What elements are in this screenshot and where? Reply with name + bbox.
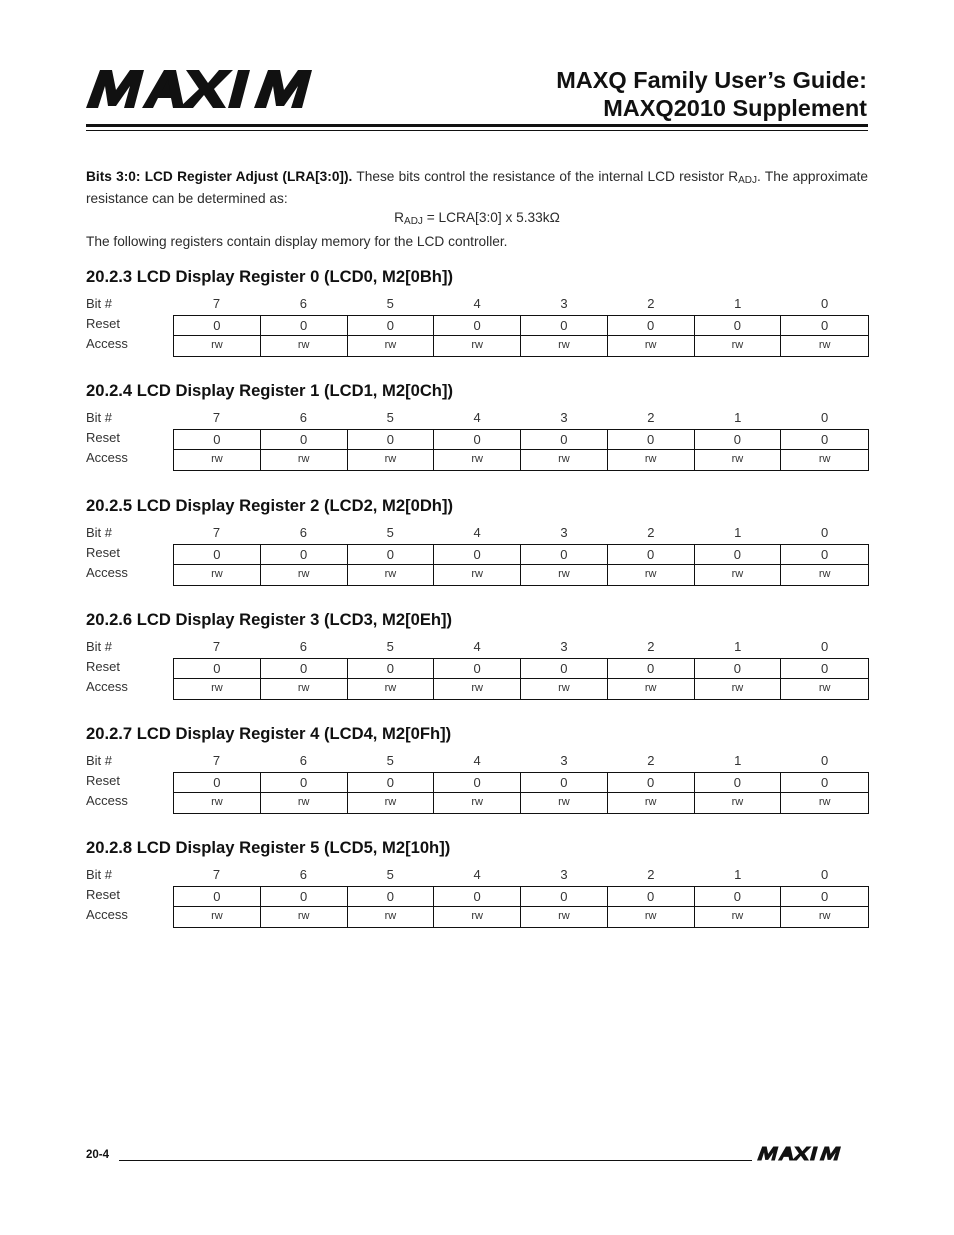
bit-number: 5 (386, 410, 394, 425)
access-cell: rw (608, 336, 695, 356)
access-cell: rw (818, 682, 831, 694)
access-cell: rw (818, 453, 831, 465)
title-line-1: MAXQ Family User’s Guide: (556, 67, 867, 93)
register-bit-table (86, 410, 868, 470)
maxim-logo (86, 70, 382, 108)
register-grid (173, 772, 869, 814)
access-cell: rw (261, 450, 348, 470)
access-cell: rw (521, 793, 608, 813)
reset-cell: 0 (261, 316, 348, 336)
bit-number: 6 (299, 639, 307, 654)
access-cell: rw (434, 679, 521, 699)
access-cell: rw (818, 339, 831, 351)
reset-cell: 0 (434, 773, 521, 793)
access-cell: rw (261, 565, 348, 585)
access-cell: rw (348, 793, 435, 813)
access-row-label: Access (86, 907, 128, 922)
reset-cell: 0 (695, 316, 782, 336)
bit-number: 7 (212, 525, 221, 540)
register-section (86, 723, 868, 813)
bit-number: 2 (647, 410, 655, 425)
bit-number: 0 (820, 410, 829, 425)
reset-cell: 0 (695, 545, 782, 565)
bit-row-label: Bit # (86, 525, 113, 540)
register-grid (173, 315, 869, 357)
reset-cell: 0 (348, 659, 435, 679)
reset-cell: 0 (781, 316, 868, 336)
access-cell: rw (348, 336, 435, 356)
reset-row-label: Reset (86, 887, 120, 902)
register-section (86, 837, 868, 927)
register-section (86, 609, 868, 699)
bit-number: 7 (212, 867, 221, 882)
access-cell: rw (608, 679, 695, 699)
reset-cell: 0 (695, 773, 782, 793)
reset-cell: 0 (695, 887, 782, 907)
reset-cell: 0 (261, 430, 348, 450)
reset-cell: 0 (521, 430, 608, 450)
reset-cell: 0 (521, 659, 608, 679)
bit-row-label: Bit # (86, 639, 113, 654)
reset-cell: 0 (608, 316, 695, 336)
reset-cell: 0 (695, 430, 782, 450)
reset-row-label: Reset (86, 659, 120, 674)
reset-cell: 0 (174, 659, 261, 679)
bit-number: 6 (299, 753, 307, 768)
reset-cell: 0 (174, 887, 261, 907)
bit-number: 6 (299, 525, 307, 540)
access-cell: rw (521, 565, 608, 585)
bit-number: 4 (473, 867, 481, 882)
reset-cell: 0 (261, 659, 348, 679)
reset-cell: 0 (521, 773, 608, 793)
access-cell: rw (521, 679, 608, 699)
bit-number: 4 (473, 639, 481, 654)
bit-row-label: Bit # (86, 753, 113, 768)
bit-number: 3 (560, 296, 568, 311)
access-row-label: Access (86, 793, 128, 808)
bit-number: 4 (473, 410, 481, 425)
reset-cell: 0 (434, 545, 521, 565)
display-memory-note: The following registers contain display memory for the LCD controller. (86, 234, 508, 249)
formula-rhs: = LCRA[3:0] x 5.33kΩ (422, 210, 560, 225)
bit-number: 7 (212, 753, 221, 768)
access-cell: rw (818, 568, 831, 580)
access-cell: rw (818, 910, 831, 922)
register-grid (173, 886, 869, 928)
access-cell: rw (434, 565, 521, 585)
register-bit-table (86, 525, 868, 585)
bit-number: 3 (560, 867, 568, 882)
bit-number: 7 (212, 296, 221, 311)
access-cell: rw (695, 793, 782, 813)
bit-numbers (173, 867, 868, 885)
access-cell: rw (434, 793, 521, 813)
reset-cell: 0 (781, 430, 868, 450)
reset-cell: 0 (608, 773, 695, 793)
access-cell: rw (174, 907, 261, 927)
section-heading: 20.2.4 LCD Display Register 1 (LCD1, M2[0Ch]) (86, 381, 453, 400)
reset-cell: 0 (174, 316, 261, 336)
access-cell: rw (261, 793, 348, 813)
maxim-footer-logo (757, 1146, 867, 1161)
reset-row-label: Reset (86, 773, 120, 788)
bit-row-label: Bit # (86, 410, 113, 425)
bit-number: 0 (820, 296, 829, 311)
access-cell: rw (695, 565, 782, 585)
bit-number: 5 (386, 753, 394, 768)
reset-cell: 0 (608, 887, 695, 907)
bit-number: 2 (647, 296, 655, 311)
reset-cell: 0 (781, 659, 868, 679)
bit-number: 2 (647, 753, 655, 768)
bit-number: 2 (647, 525, 655, 540)
bit-number: 0 (820, 639, 829, 654)
header-rule-thin (86, 130, 868, 131)
access-cell: rw (348, 679, 435, 699)
bit-row-label: Bit # (86, 296, 113, 311)
reset-cell: 0 (434, 430, 521, 450)
access-cell: rw (695, 336, 782, 356)
bit-number: 2 (647, 639, 655, 654)
register-section (86, 266, 868, 356)
bit-number: 1 (734, 525, 742, 540)
reset-cell: 0 (348, 887, 435, 907)
bit-number: 0 (820, 525, 829, 540)
reset-row-label: Reset (86, 316, 120, 331)
reset-cell: 0 (608, 430, 695, 450)
title-line-2: MAXQ2010 Supplement (603, 95, 867, 121)
bit-number: 1 (734, 753, 742, 768)
register-grid (173, 544, 869, 586)
access-cell: rw (348, 450, 435, 470)
register-grid (173, 429, 869, 471)
access-cell: rw (434, 336, 521, 356)
bit-number: 0 (820, 753, 829, 768)
bit-number: 7 (212, 410, 221, 425)
access-cell: rw (818, 796, 831, 808)
bit-number: 4 (473, 296, 481, 311)
formula-lhs-sub: ADJ (404, 216, 423, 227)
bit-numbers (173, 410, 868, 428)
section-heading: 20.2.3 LCD Display Register 0 (LCD0, M2[0Bh]) (86, 267, 453, 286)
document-title (556, 66, 867, 122)
bit-number: 5 (386, 296, 394, 311)
access-cell: rw (608, 565, 695, 585)
bit-number: 3 (560, 410, 568, 425)
bit-number: 7 (212, 639, 221, 654)
access-row-label: Access (86, 450, 128, 465)
reset-cell: 0 (348, 545, 435, 565)
bit-number: 6 (299, 867, 307, 882)
access-row-label: Access (86, 565, 128, 580)
bit-number: 1 (734, 639, 742, 654)
reset-cell: 0 (781, 887, 868, 907)
reset-row-label: Reset (86, 430, 120, 445)
reset-cell: 0 (781, 545, 868, 565)
bit-number: 0 (820, 867, 829, 882)
reset-cell: 0 (174, 430, 261, 450)
reset-cell: 0 (608, 545, 695, 565)
register-section (86, 495, 868, 585)
bit-numbers (173, 639, 868, 657)
access-cell: rw (521, 450, 608, 470)
access-cell: rw (434, 907, 521, 927)
reset-cell: 0 (434, 316, 521, 336)
access-cell: rw (261, 679, 348, 699)
reset-cell: 0 (521, 545, 608, 565)
reset-cell: 0 (521, 316, 608, 336)
access-cell: rw (261, 907, 348, 927)
access-cell: rw (521, 336, 608, 356)
lra-text-post: . The approximate resistance can be determined as: (86, 169, 869, 206)
access-cell: rw (174, 450, 261, 470)
bit-number: 4 (473, 753, 481, 768)
bit-number: 5 (386, 639, 394, 654)
header-rule-thick (86, 124, 868, 127)
bit-number: 1 (734, 867, 742, 882)
reset-cell: 0 (434, 659, 521, 679)
page-number: 20-4 (86, 1149, 110, 1161)
register-bit-table (86, 639, 868, 699)
bit-row-label: Bit # (86, 867, 113, 882)
register-bit-table (86, 753, 868, 813)
access-cell: rw (695, 907, 782, 927)
access-cell: rw (261, 336, 348, 356)
access-cell: rw (174, 565, 261, 585)
register-section (86, 380, 868, 470)
register-grid (173, 658, 869, 700)
lra-text-pre: These bits control the resistance of the internal LCD resistor R (352, 169, 739, 184)
bit-number: 5 (386, 867, 394, 882)
reset-cell: 0 (261, 887, 348, 907)
register-bit-table (86, 296, 868, 356)
section-heading: 20.2.7 LCD Display Register 4 (LCD4, M2[0Fh]) (86, 724, 452, 743)
bit-number: 2 (647, 867, 655, 882)
section-heading: 20.2.5 LCD Display Register 2 (LCD2, M2[0Dh]) (86, 496, 453, 515)
formula-lhs: R (394, 210, 405, 225)
reset-cell: 0 (348, 430, 435, 450)
section-heading: 20.2.6 LCD Display Register 3 (LCD3, M2[0Eh]) (86, 610, 453, 629)
lra-description (86, 168, 868, 208)
reset-cell: 0 (695, 659, 782, 679)
bit-number: 3 (560, 525, 568, 540)
radj-formula (86, 210, 868, 227)
bit-numbers (173, 525, 868, 543)
access-cell: rw (695, 450, 782, 470)
reset-cell: 0 (348, 773, 435, 793)
reset-cell: 0 (781, 773, 868, 793)
access-cell: rw (348, 565, 435, 585)
access-cell: rw (608, 450, 695, 470)
reset-cell: 0 (348, 316, 435, 336)
register-bit-table (86, 867, 868, 927)
access-cell: rw (174, 679, 261, 699)
section-heading: 20.2.8 LCD Display Register 5 (LCD5, M2[10h]) (86, 838, 451, 857)
lra-bold-lead: Bits 3:0: LCD Register Adjust (LRA[3:0]). (86, 169, 353, 184)
bit-number: 5 (386, 525, 394, 540)
reset-cell: 0 (608, 659, 695, 679)
access-cell: rw (521, 907, 608, 927)
access-row-label: Access (86, 336, 128, 351)
bit-number: 1 (734, 296, 742, 311)
bit-number: 6 (299, 296, 307, 311)
access-cell: rw (608, 907, 695, 927)
reset-row-label: Reset (86, 545, 120, 560)
bit-number: 6 (299, 410, 307, 425)
access-cell: rw (695, 679, 782, 699)
access-cell: rw (348, 907, 435, 927)
access-row-label: Access (86, 679, 128, 694)
bit-number: 3 (560, 753, 568, 768)
reset-cell: 0 (261, 773, 348, 793)
radj-subscript: ADJ (738, 175, 758, 186)
bit-number: 3 (560, 639, 568, 654)
bit-numbers (173, 753, 868, 771)
bit-number: 1 (734, 410, 742, 425)
bit-number: 4 (473, 525, 481, 540)
access-cell: rw (174, 336, 261, 356)
reset-cell: 0 (434, 887, 521, 907)
access-cell: rw (608, 793, 695, 813)
access-cell: rw (434, 450, 521, 470)
reset-cell: 0 (521, 887, 608, 907)
reset-cell: 0 (174, 773, 261, 793)
footer-rule (119, 1160, 752, 1161)
reset-cell: 0 (261, 545, 348, 565)
reset-cell: 0 (174, 545, 261, 565)
access-cell: rw (174, 793, 261, 813)
bit-numbers (173, 296, 868, 314)
